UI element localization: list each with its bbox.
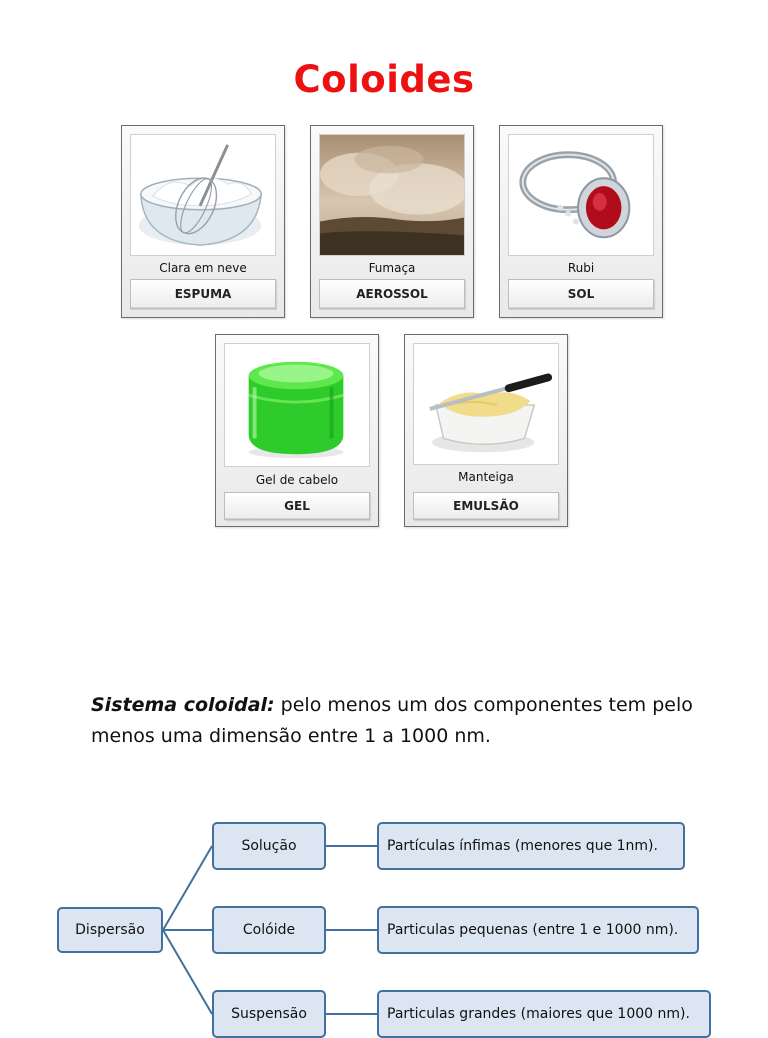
colloid-card-emulsao [404, 334, 568, 527]
card-name: Rubi [567, 261, 595, 275]
colloid-card-aerossol [310, 125, 474, 318]
card-name: Clara em neve [159, 261, 247, 275]
suspensao-box: Suspensão [212, 990, 326, 1038]
butter-image [413, 343, 559, 465]
card-type-label: EMULSÃO [413, 492, 559, 520]
whipped-egg-whites-image [130, 134, 276, 256]
coloide-box: Colóide [212, 906, 326, 954]
colloid-card-sol [499, 125, 663, 318]
card-type-label: ESPUMA [130, 279, 276, 309]
colloidal-system-definition [91, 690, 731, 752]
smoke-image [319, 134, 465, 256]
dispersao-box: Dispersão [57, 907, 163, 953]
card-type-label: SOL [508, 279, 654, 309]
colloid-card-espuma [121, 125, 285, 318]
solucao-description-box: Partículas ínfimas (menores que 1nm). [377, 822, 685, 870]
card-type-label: GEL [224, 492, 370, 520]
suspensao-description-box: Particulas grandes (maiores que 1000 nm). [377, 990, 711, 1038]
definition-text: pelo menos um dos componentes tem pelo menos uma dimensão entre 1 a 1000 nm. [91, 694, 693, 747]
card-name: Manteiga [458, 470, 514, 484]
card-name: Fumaça [368, 261, 416, 275]
card-type-label: AEROSSOL [319, 279, 465, 309]
coloide-description-box: Particulas pequenas (entre 1 e 1000 nm). [377, 906, 699, 954]
solucao-box: Solução [212, 822, 326, 870]
definition-term: Sistema coloidal: [91, 694, 275, 716]
ruby-ring-image [508, 134, 654, 256]
hair-gel-image [224, 343, 370, 467]
colloid-card-gel [215, 334, 379, 527]
card-name: Gel de cabelo [255, 473, 339, 487]
page-title: Coloides [293, 58, 475, 101]
